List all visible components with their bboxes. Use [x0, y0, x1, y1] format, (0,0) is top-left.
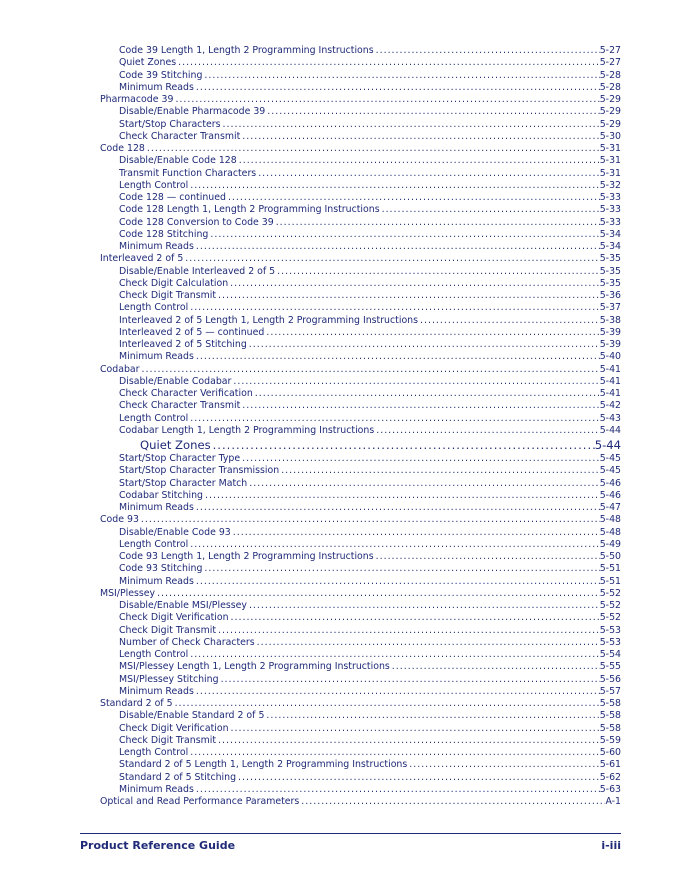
toc-entry[interactable]	[100, 241, 621, 253]
toc-entry-page: 5-33	[599, 204, 621, 216]
toc-entry-label: Check Digit Transmit	[119, 290, 217, 301]
toc-leader-dots	[140, 364, 600, 376]
toc-entry-page: 5-28	[599, 81, 621, 93]
toc-entry-page: 5-63	[599, 783, 621, 795]
toc-entry[interactable]	[100, 759, 621, 771]
toc-leader-dots	[211, 437, 595, 453]
toc-entry[interactable]	[100, 710, 621, 722]
toc-entry-page: 5-61	[599, 759, 621, 771]
toc-leader-dots	[240, 453, 600, 465]
toc-leader-dots	[145, 143, 600, 155]
toc-entry-label: Optical and Read Performance Parameters	[100, 796, 300, 807]
toc-entry-label: Interleaved 2 of 5 — continued	[119, 326, 265, 338]
toc-entry-page: 5-60	[599, 747, 621, 758]
toc-leader-dots	[202, 70, 599, 82]
toc-leader-dots	[208, 229, 599, 241]
toc-entry[interactable]	[100, 649, 621, 661]
toc-entry-label: Quiet Zones	[140, 438, 211, 452]
toc-entry-label: Code 93 Length 1, Length 2 Programming Instructions	[119, 551, 374, 562]
toc-entry-label: MSI/Plessey	[100, 587, 156, 599]
toc-leader-dots	[188, 747, 600, 759]
toc-entry-page: 5-31	[599, 155, 621, 167]
toc-entry-page: 5-31	[599, 167, 621, 179]
toc-entry-label: Check Digit Verification	[119, 722, 229, 734]
toc-entry-label: Standard 2 of 5	[100, 698, 173, 709]
toc-entry-page: 5-29	[599, 118, 621, 130]
toc-leader-dots	[194, 686, 600, 698]
toc-leader-dots	[380, 204, 600, 216]
toc-entry-page: 5-58	[599, 710, 621, 722]
toc-leader-dots	[264, 710, 599, 722]
toc-entry-page: 5-41	[599, 388, 621, 399]
toc-entry-page: 5-58	[599, 722, 621, 734]
toc-entry-page: 5-54	[599, 649, 621, 660]
toc-entry[interactable]	[100, 351, 621, 363]
toc-entry[interactable]	[100, 784, 621, 796]
toc-entry[interactable]	[100, 772, 621, 784]
toc-leader-dots	[221, 119, 600, 131]
toc-entry[interactable]	[100, 290, 621, 302]
toc-leader-dots	[275, 266, 600, 278]
toc-entry-label: Interleaved 2 of 5 Stitching	[119, 339, 247, 350]
toc-entry-label: Length Control	[119, 179, 189, 191]
toc-entry[interactable]	[100, 735, 621, 747]
toc-leader-dots	[228, 278, 600, 290]
toc-leader-dots	[231, 527, 600, 539]
toc-entry[interactable]	[100, 143, 621, 155]
toc-entry-label: Interleaved 2 of 5 Length 1, Length 2 Programming Instructions	[119, 314, 419, 326]
toc-leader-dots	[231, 376, 599, 388]
toc-leader-dots	[194, 351, 600, 363]
toc-leader-dots	[183, 253, 599, 265]
toc-entry-page: 5-51	[599, 575, 621, 587]
toc-entry-page: 5-46	[599, 477, 621, 489]
toc-entry[interactable]	[100, 315, 621, 327]
toc-entry-page: 5-29	[599, 106, 621, 118]
toc-leader-dots	[188, 413, 600, 425]
toc-entry-page: 5-32	[599, 179, 621, 191]
toc-entry[interactable]	[100, 453, 621, 465]
toc-entry[interactable]	[100, 600, 621, 612]
toc-entry-page: 5-33	[599, 216, 621, 228]
toc-entry-page: 5-53	[599, 624, 621, 636]
toc-leader-dots	[253, 388, 600, 400]
toc-entry-page: 5-44	[599, 424, 621, 436]
toc-entry-page: 5-39	[599, 339, 621, 350]
toc-entry-label: Check Character Transmit	[119, 130, 241, 142]
toc-leader-dots	[374, 45, 600, 57]
toc-entry-page: 5-55	[599, 661, 621, 673]
toc-leader-dots	[155, 588, 600, 600]
toc-leader-dots	[173, 94, 599, 106]
toc-entry[interactable]	[100, 204, 621, 216]
toc-entry[interactable]	[100, 57, 621, 69]
toc-entry-page: 5-53	[599, 636, 621, 648]
toc-entry-page: 5-41	[599, 363, 621, 375]
toc-entry-page: A-1	[605, 796, 621, 807]
toc-entry[interactable]	[100, 278, 621, 290]
toc-leader-dots	[247, 339, 600, 351]
toc-entry-label: Check Digit Transmit	[119, 734, 217, 746]
toc-entry-label: Quiet Zones	[119, 57, 177, 69]
toc-entry-label: Length Control	[119, 412, 189, 424]
toc-leader-dots	[203, 490, 600, 502]
toc-entry-label: Disable/Enable Standard 2 of 5	[119, 710, 265, 722]
toc-entry-label: Minimum Reads	[119, 685, 194, 697]
toc-entry-page: 5-59	[599, 734, 621, 746]
toc-entry-page: 5-30	[599, 130, 621, 142]
toc-entry-label: Minimum Reads	[119, 351, 194, 363]
toc-entry-page: 5-27	[599, 45, 621, 56]
toc-entry[interactable]	[100, 437, 621, 453]
toc-entry-page: 5-33	[599, 192, 621, 203]
toc-leader-dots	[407, 759, 599, 771]
toc-entry[interactable]	[100, 70, 621, 82]
toc-entry-label: Length Control	[119, 538, 189, 550]
toc-leader-dots	[216, 625, 600, 637]
toc-entry[interactable]	[100, 266, 621, 278]
toc-entry[interactable]	[100, 723, 621, 735]
toc-entry-label: Standard 2 of 5 Length 1, Length 2 Programming Instructions	[119, 759, 408, 771]
toc-entry-label: Code 128 Length 1, Length 2 Programming Instructions	[119, 204, 380, 216]
toc-entry[interactable]	[100, 465, 621, 477]
toc-entry-label: Minimum Reads	[119, 502, 194, 513]
toc-entry[interactable]	[100, 229, 621, 241]
toc-entry-page: 5-48	[599, 526, 621, 538]
toc-entry-label: Disable/Enable MSI/Plessey	[119, 600, 247, 611]
toc-entry[interactable]	[100, 686, 621, 698]
toc-leader-dots	[229, 723, 600, 735]
toc-entry[interactable]	[100, 192, 621, 204]
toc-entry-label: Disable/Enable Pharmacode 39	[119, 106, 266, 118]
toc-entry-label: Minimum Reads	[119, 575, 194, 587]
toc-entry-page: 5-41	[599, 375, 621, 387]
toc-leader-dots	[390, 661, 600, 673]
toc-leader-dots	[219, 674, 600, 686]
toc-entry-page: 5-52	[599, 600, 621, 611]
toc-entry[interactable]	[100, 413, 621, 425]
toc-entry-label: Minimum Reads	[119, 81, 194, 93]
toc-entry[interactable]	[100, 637, 621, 649]
toc-entry-page: 5-56	[599, 673, 621, 685]
toc-entry-page: 5-28	[599, 69, 621, 81]
toc-entry-page: 5-39	[599, 326, 621, 338]
toc-leader-dots	[240, 400, 599, 412]
toc-entry[interactable]	[100, 82, 621, 94]
toc-entry-page: 5-62	[599, 771, 621, 783]
toc-entry-page: 5-38	[599, 314, 621, 326]
toc-entry-label: Code 93 Stitching	[119, 563, 203, 575]
toc-entry-page: 5-36	[599, 290, 621, 301]
toc-leader-dots	[188, 649, 600, 661]
toc-entry-label: Minimum Reads	[119, 783, 194, 795]
toc-entry-label: Transmit Function Characters	[119, 167, 257, 179]
toc-leader-dots	[194, 241, 600, 253]
toc-entry-page: 5-50	[599, 551, 621, 562]
toc-leader-dots	[274, 217, 600, 229]
toc-entry-label: Check Character Transmit	[119, 400, 241, 412]
toc-entry[interactable]	[100, 376, 621, 388]
toc-leader-dots	[255, 637, 600, 649]
toc-entry-page: 5-43	[599, 412, 621, 424]
toc-entry-page: 5-34	[599, 241, 621, 252]
toc-leader-dots	[265, 106, 599, 118]
toc-entry[interactable]	[100, 478, 621, 490]
toc-entry-label: Disable/Enable Code 128	[119, 155, 237, 167]
toc-entry[interactable]	[100, 551, 621, 563]
toc-entry-page: 5-44	[594, 438, 621, 452]
toc-entry[interactable]	[100, 327, 621, 339]
toc-entry-label: Number of Check Characters	[119, 636, 255, 648]
toc-entry-label: Length Control	[119, 747, 189, 758]
toc-entry[interactable]	[100, 155, 621, 167]
toc-entry-page: 5-45	[599, 453, 621, 464]
toc-entry-label: Check Digit Transmit	[119, 624, 217, 636]
toc-entry-label: Start/Stop Character Transmission	[119, 465, 280, 477]
toc-leader-dots	[226, 192, 600, 204]
toc-entry-label: Start/Stop Character Match	[119, 477, 248, 489]
toc-entry-page: 5-52	[599, 612, 621, 624]
toc-entry-label: Check Character Verification	[119, 388, 253, 399]
toc-leader-dots	[279, 465, 600, 477]
toc-entry-page: 5-46	[599, 489, 621, 501]
toc-entry-page: 5-31	[599, 143, 621, 154]
toc-entry-page: 5-35	[599, 253, 621, 265]
toc-entry[interactable]	[100, 253, 621, 265]
toc-leader-dots	[240, 131, 599, 143]
toc-leader-dots	[194, 576, 600, 588]
toc-leader-dots	[194, 82, 600, 94]
toc-leader-dots	[237, 155, 600, 167]
toc-entry-label: Disable/Enable Interleaved 2 of 5	[119, 265, 276, 277]
toc-entry-label: MSI/Plessey Stitching	[119, 673, 219, 685]
toc-entry[interactable]	[100, 625, 621, 637]
toc-entry[interactable]	[100, 119, 621, 131]
toc-entry-page: 5-27	[599, 57, 621, 69]
toc-leader-dots	[194, 502, 600, 514]
toc-entry-page: 5-51	[599, 563, 621, 575]
toc-entry-label: Pharmacode 39	[100, 94, 174, 105]
toc-entry[interactable]	[100, 502, 621, 514]
toc-entry-page: 5-49	[599, 538, 621, 550]
toc-leader-dots	[188, 539, 600, 551]
toc-entry[interactable]	[100, 131, 621, 143]
toc-entry-label: Code 128 Stitching	[119, 228, 209, 240]
toc-entry[interactable]	[100, 45, 621, 57]
toc-entry-label: Code 39 Length 1, Length 2 Programming Instructions	[119, 45, 374, 56]
toc-entry[interactable]	[100, 563, 621, 575]
table-of-contents	[100, 45, 621, 808]
toc-entry-label: Codabar Stitching	[119, 489, 204, 501]
toc-leader-dots	[247, 478, 599, 490]
toc-entry-page: 5-29	[599, 94, 621, 105]
toc-entry-page: 5-48	[599, 514, 621, 526]
toc-leader-dots	[176, 57, 600, 69]
toc-entry-page: 5-35	[599, 277, 621, 289]
toc-entry[interactable]	[100, 106, 621, 118]
toc-entry-label: Start/Stop Characters	[119, 118, 221, 130]
toc-entry[interactable]	[100, 388, 621, 400]
toc-entry-label: Minimum Reads	[119, 241, 194, 252]
toc-leader-dots	[264, 327, 599, 339]
toc-entry-label: Standard 2 of 5 Stitching	[119, 771, 237, 783]
toc-entry[interactable]	[100, 514, 621, 526]
toc-entry[interactable]	[100, 217, 621, 229]
toc-entry-page: 5-34	[599, 228, 621, 240]
toc-entry-label: Code 93	[100, 514, 139, 526]
toc-entry-label: Length Control	[119, 649, 189, 660]
toc-leader-dots	[188, 302, 600, 314]
toc-leader-dots	[247, 600, 600, 612]
toc-leader-dots	[374, 425, 599, 437]
toc-leader-dots	[216, 290, 600, 302]
toc-leader-dots	[374, 551, 600, 563]
footer-divider	[80, 833, 621, 834]
toc-entry[interactable]	[100, 168, 621, 180]
toc-entry-page: 5-58	[599, 698, 621, 709]
toc-entry-label: Code 128 Conversion to Code 39	[119, 216, 274, 228]
toc-entry-label: Code 128	[100, 143, 145, 154]
toc-entry[interactable]	[100, 612, 621, 624]
toc-entry-label: Codabar Length 1, Length 2 Programming Instructions	[119, 424, 375, 436]
footer-title: Product Reference Guide	[80, 839, 236, 852]
toc-leader-dots	[229, 612, 600, 624]
toc-entry[interactable]	[100, 539, 621, 551]
toc-leader-dots	[139, 514, 600, 526]
toc-entry-page: 5-40	[599, 351, 621, 363]
toc-entry-label: Code 128 — continued	[119, 192, 226, 203]
toc-entry-label: Disable/Enable Code 93	[119, 526, 231, 538]
toc-entry[interactable]	[100, 364, 621, 376]
toc-entry-page: 5-45	[599, 465, 621, 477]
toc-entry[interactable]	[100, 400, 621, 412]
toc-entry[interactable]	[100, 527, 621, 539]
toc-entry[interactable]	[100, 490, 621, 502]
footer-page-number: i-iii	[601, 839, 621, 852]
toc-entry-label: Interleaved 2 of 5	[100, 253, 184, 265]
toc-entry-label: Length Control	[119, 302, 189, 314]
toc-leader-dots	[194, 784, 600, 796]
toc-leader-dots	[256, 168, 600, 180]
toc-entry-label: Check Digit Verification	[119, 612, 229, 624]
toc-leader-dots	[216, 735, 600, 747]
toc-entry[interactable]	[100, 674, 621, 686]
toc-entry[interactable]	[100, 302, 621, 314]
toc-entry[interactable]	[100, 180, 621, 192]
toc-leader-dots	[173, 698, 600, 710]
toc-entry-page: 5-52	[599, 587, 621, 599]
toc-entry[interactable]	[100, 94, 621, 106]
toc-leader-dots	[202, 563, 599, 575]
toc-leader-dots	[299, 796, 605, 808]
toc-entry-label: MSI/Plessey Length 1, Length 2 Programming Instructions	[119, 661, 390, 673]
toc-entry[interactable]	[100, 661, 621, 673]
toc-entry[interactable]	[100, 796, 621, 808]
toc-leader-dots	[188, 180, 600, 192]
toc-entry[interactable]	[100, 588, 621, 600]
toc-entry-label: Disable/Enable Codabar	[119, 375, 232, 387]
toc-entry-page: 5-35	[599, 265, 621, 277]
toc-entry[interactable]	[100, 576, 621, 588]
toc-entry-page: 5-47	[599, 502, 621, 513]
toc-entry-page: 5-37	[599, 302, 621, 314]
toc-entry[interactable]	[100, 747, 621, 759]
toc-entry[interactable]	[100, 425, 621, 437]
toc-leader-dots	[236, 772, 600, 784]
toc-entry-page: 5-57	[599, 685, 621, 697]
toc-entry[interactable]	[100, 698, 621, 710]
toc-entry-page: 5-42	[599, 400, 621, 412]
toc-entry-label: Start/Stop Character Type	[119, 453, 241, 464]
toc-entry[interactable]	[100, 339, 621, 351]
toc-entry-label: Check Digit Calculation	[119, 277, 229, 289]
toc-leader-dots	[418, 315, 600, 327]
toc-entry-label: Code 39 Stitching	[119, 69, 203, 81]
toc-entry-label: Codabar	[100, 363, 140, 375]
